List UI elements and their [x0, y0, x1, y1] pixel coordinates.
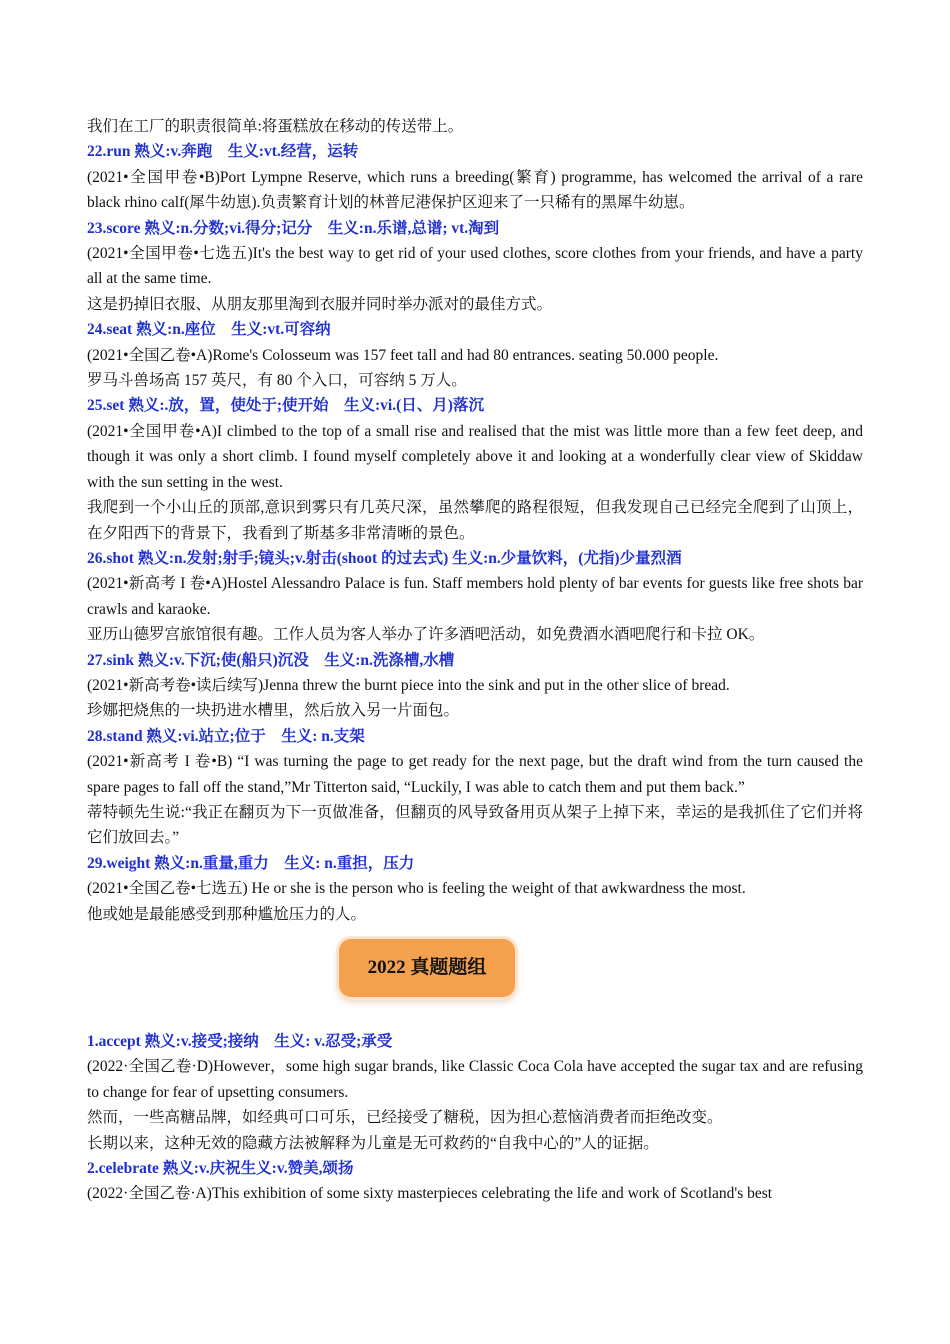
document-page [87, 114, 863, 1207]
paragraph-line: (2021•全国甲卷•A)I climbed to the top of a small rise and realised that the mist was little more than a few feet deep, and though it was only a short climb. I found myself completely above it and looking at a wonderfully clear view of Skiddaw with the sun setting in the west. [87, 422, 863, 491]
paragraph-line: 亚历山德罗宫旅馆很有趣。工作人员为客人举办了许多酒吧活动，如免费酒水酒吧爬行和卡拉 OK。 [87, 626, 765, 644]
paragraph-line: 我爬到一个小山丘的顶部,意识到雾只有几英尺深，虽然攀爬的路程很短，但我发现自己已经完全爬到了山顶上，在夕阳西下的背景下，我看到了斯基多非常清晰的景色。 [87, 499, 863, 542]
paragraph-line: 然而，一些高糖品牌，如经典可口可乐，已经接受了糖税，因为担心惹恼消费者而拒绝改变。 [87, 1109, 723, 1127]
vocab-heading: 22.run 熟义:v.奔跑 生义:vt.经营，运转 [87, 143, 359, 161]
paragraph-line: 蒂特顿先生说:“我正在翻页为下一页做准备，但翻页的风导致备用页从架子上掉下来，幸运的是我抓住了它们并将它们放回去。” [87, 803, 863, 847]
paragraph-line: (2022·全国乙卷·D)However，some high sugar brands, like Classic Coca Cola have accepted the sugar tax and are refusing to change for fear of upsetting consumers. [87, 1058, 863, 1101]
vocab-heading: 1.accept 熟义:v.接受;接纳 生义: v.忍受;承受 [87, 1033, 393, 1050]
vocab-heading: 25.set 熟义:.放，置，使处于;使开始 生义:vi.(日、月)落沉 [87, 397, 484, 415]
paragraph-line: (2021•新高考卷•读后续写)Jenna threw the burnt piece into the sink and put in the other slice of bread. [87, 676, 730, 694]
paragraph-line: 他或她是最能感受到那种尴尬压力的人。 [87, 905, 367, 923]
vocab-heading: 2.celebrate 熟义:v.庆祝生义:v.赞美,颂扬 [87, 1160, 354, 1178]
paragraph-line: 这是扔掉旧衣服、从朋友那里淘到衣服并同时举办派对的最佳方式。 [87, 295, 553, 313]
vocab-heading: 29.weight 熟义:n.重量,重力 生义: n.重担，压力 [87, 854, 415, 872]
paragraph-line: (2022·全国乙卷·A)This exhibition of some sixty masterpieces celebrating the life and work of Scotland's best [87, 1185, 773, 1203]
section-banner-wrap [87, 927, 863, 1029]
paragraph-line: (2021•全国乙卷•A)Rome's Colosseum was 157 feet tall and had 80 entrances. seating 50.000 people. [87, 346, 719, 364]
vocab-heading: 26.shot 熟义:n.发射;射手;镜头;v.射击(shoot 的过去式) 生义:n.少量饮料，(尤指)少量烈酒 [87, 549, 682, 567]
vocab-heading: 28.stand 熟义:vi.站立;位于 生义: n.支架 [87, 727, 365, 745]
paragraph-line: (2021•新高考 I 卷•B) “I was turning the page to get ready for the next page, but the draft wind from the turn caused the spare pages to fall off the stand,”Mr Titterton said, “Luckily, I was able to catch them and put them back.” [87, 753, 863, 796]
document-body-bottom [87, 1029, 863, 1207]
paragraph-line: 长期以来，这种无效的隐藏方法被解释为儿童是无可救药的“自我中心的”人的证据。 [87, 1134, 659, 1152]
paragraph-line: 罗马斗兽场高 157 英尺，有 80 个入口，可容纳 5 万人。 [87, 372, 467, 390]
paragraph-line: (2021•全国甲卷•七选五)It's the best way to get rid of your used clothes, score clothes from your friends, and have a party all at the same time. [87, 245, 863, 288]
vocab-heading: 24.seat 熟义:n.座位 生义:vt.可容纳 [87, 321, 331, 339]
paragraph-line: (2021•新高考 I 卷•A)Hostel Alessandro Palace is fun. Staff members hold plenty of bar events for guests like free shots bar crawls and karaoke. [87, 575, 863, 618]
vocab-heading: 27.sink 熟义:v.下沉;使(船只)沉没 生义:n.洗涤槽,水槽 [87, 651, 455, 669]
paragraph-line: (2021•全国甲卷•B)Port Lympne Reserve, which runs a breeding(繁育) programme, has welcomed the arrival of a rare black rhino calf(犀牛幼崽).负责繁育计划的林普尼港保护区迎来了一只稀有的黑犀牛幼崽。 [87, 168, 863, 212]
paragraph-line: (2021•全国乙卷•七选五) He or she is the person who is feeling the weight of that awkwardness the most. [87, 880, 746, 898]
section-banner: 2022 真题题组 [339, 939, 515, 997]
paragraph-line: 珍娜把烧焦的一块扔进水槽里，然后放入另一片面包。 [87, 702, 460, 720]
document-body-top [87, 114, 863, 927]
paragraph-line: 我们在工厂的职责很简单:将蛋糕放在移动的传送带上。 [87, 118, 464, 135]
vocab-heading: 23.score 熟义:n.分数;vi.得分;记分 生义:n.乐谱,总谱; vt.淘到 [87, 219, 500, 237]
